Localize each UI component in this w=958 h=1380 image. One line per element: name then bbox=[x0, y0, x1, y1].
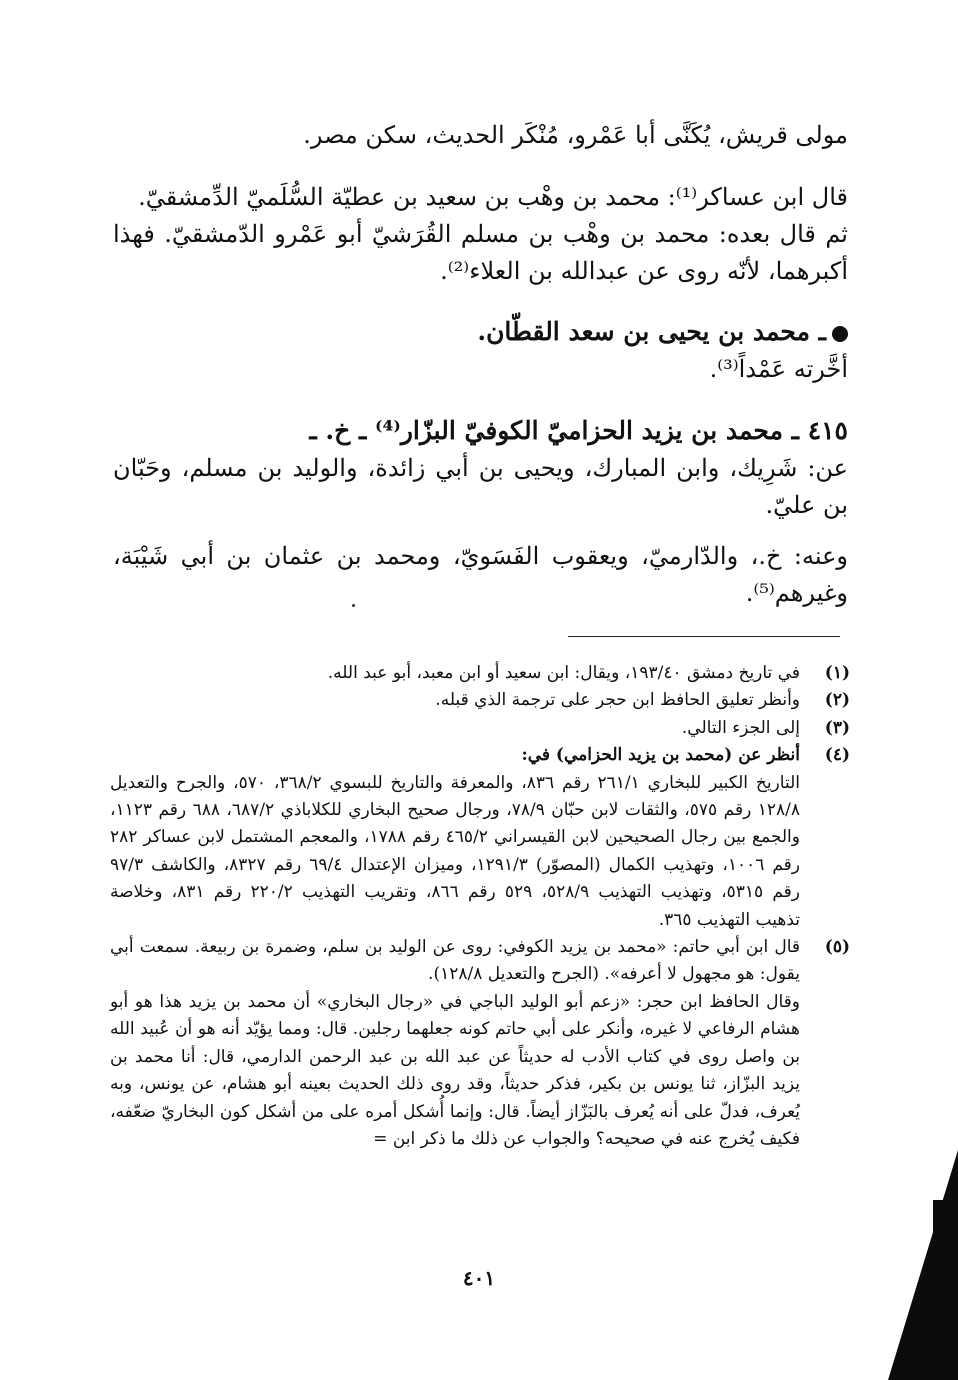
entry-415 bbox=[113, 412, 848, 524]
footnote-text: وأنظر تعليق الحافظ ابن حجر على ترجمة الذي قبله. bbox=[435, 690, 800, 711]
footnote-number: (٣) bbox=[824, 717, 850, 738]
footnote-text: في تاريخ دمشق ١٩٣/٤٠، ويقال: ابن سعيد أو ابن معبد، أبو عبد الله. bbox=[327, 663, 800, 683]
main-text-top bbox=[113, 117, 848, 154]
entry-415-narrators bbox=[113, 538, 848, 612]
footnote-separator bbox=[568, 636, 840, 637]
entry-heading-qattan-text: ـ محمد بن يحيى بن سعد القطّان. bbox=[477, 317, 826, 346]
footnotes bbox=[110, 660, 850, 1153]
footnote-text: وقال الحافظ ابن حجر: «زعم أبو الوليد الباجي في «رجال البخاري» أن محمد بن يزيد هذا هو أبو هشام الرفاعي لا غيره، وأنكر على أبي حاتم كونه جعلهما رجلين. قال: ومما يؤيّد أنه هو أن عُبيد الله بن واصل روى في كتاب الأدب له حديثاً عن عبد الله بن عبد الرحمن الدارمي، قال: أنا محمد بن يزيد البزّاز، ثنا يونس بن بكير، فذكر حديثاً، وقد روى ذلك الحديث بعينه أبو هشام، عن يونس، وبه يُعرف، فدلّ على أنه يُعرف بالبَزّاز أيضاً. قال: وإنما أُشكل أمره على من أشكل كون البخاريّ ضعّفه، فكيف يُخرج عنه في صحيحه؟ والجواب عن ذلك ما ذكر ابن = bbox=[110, 991, 800, 1149]
entry-qattan bbox=[113, 313, 848, 388]
footnote-text: إلى الجزء التالي. bbox=[681, 717, 800, 738]
text-line-asakir-1: قال ابن عساكر⁽¹⁾: محمد بن وهْب بن سعيد بن عطيّة السُّلَميّ الدِّمشقيّ. bbox=[138, 183, 848, 211]
text-line-narrated-from: عن: شَرِيك، وابن المبارك، ويحيى بن أبي زائدة، والوليد بن مسلم، وحَبّان بن عليّ. bbox=[113, 454, 848, 519]
footnote-2 bbox=[110, 687, 850, 714]
scan-shadow-edge-strip bbox=[933, 1200, 958, 1380]
text-line-narrated-by: وعنه: خ.، والدّارميّ، ويعقوب الفَسَويّ، ومحمد بن عثمان بن أبي شَيْبَة، وغيرهم⁽⁵⁾. bbox=[113, 542, 848, 607]
footnote-number: (٤) bbox=[824, 745, 850, 766]
footnote-number: (١) bbox=[824, 663, 850, 683]
footnote-text: التاريخ الكبير للبخاري ٢٦١/١ رقم ٨٣٦، والمعرفة والتاريخ للبسوي ٣٦٨/٢، ٥٧٠، والجرح والتعديل ١٢٨/٨ رقم ٥٧٥، والثقات لابن حبّان ٧٨/٩، ورجال صحيح البخاري للكلاباذي ٦٨٧/٢، ٦٨٨ رقم ١١٢٣، والجمع بين رجال الصحيحين لابن القيسراني ٤٦٥/٢ رقم ١٧٨٨، والمعجم المشتمل لابن عساكر ٢٨٢ رقم ١٠٠٦، وتهذيب الكمال (المصوّر) ١٢٩١/٣، وميزان الإعتدال ٦٩/٤ رقم ٨٣٢٧، والكاشف ٩٧/٣ رقم ٥٣١٥، وتهذيب التهذيب ٥٢٨/٩، ٥٢٩ رقم ٨٦٦، وتقريب التهذيب ٢٢٠/٢ رقم ٨٣١، وخلاصة تذهيب التهذيب ٣٦٥. bbox=[110, 772, 801, 930]
stray-dot bbox=[352, 604, 355, 607]
text-line-asakir-2: ثم قال بعده: محمد بن وهْب بن مسلم القُرَشيّ أبو عَمْرو الدّمشقيّ. فهذا أكبرهما، لأنّه روى عن عبدالله بن العلاء⁽²⁾. bbox=[113, 220, 848, 285]
page-number: ٤٠١ bbox=[462, 1266, 496, 1290]
footnote-5 bbox=[110, 934, 850, 1153]
entry-heading-415: ٤١٥ ـ محمد بن يزيد الحزاميّ الكوفيّ البزّار⁽⁴⁾ ـ خ. ـ bbox=[309, 416, 848, 445]
footnote-number: (٢) bbox=[824, 690, 850, 711]
bullet-icon bbox=[832, 326, 848, 342]
footnote-1 bbox=[110, 660, 850, 687]
footnote-number: (٥) bbox=[824, 937, 850, 958]
footnote-3 bbox=[110, 715, 850, 742]
footnote-title: أنظر عن (محمد بن يزيد الحزامي) في: bbox=[521, 745, 800, 766]
text-line-origin: مولى قريش، يُكَنَّى أبا عَمْرو، مُنْكَر الحديث، سكن مصر. bbox=[303, 121, 848, 149]
text-line-qattan-note: أخَّرته عَمْداً⁽³⁾. bbox=[709, 355, 848, 383]
paragraph-ibn-asakir bbox=[113, 179, 848, 290]
footnote-text: قال ابن أبي حاتم: «محمد بن يزيد الكوفي: روى عن الوليد بن سلم، وضمرة بن ربيعة. سمعت أبي يقول: هو مجهول لا أعرفه». (الجرح والتعديل ١٢٨/٨). bbox=[110, 937, 800, 985]
footnote-4 bbox=[110, 742, 850, 934]
entry-heading-qattan bbox=[113, 313, 848, 351]
